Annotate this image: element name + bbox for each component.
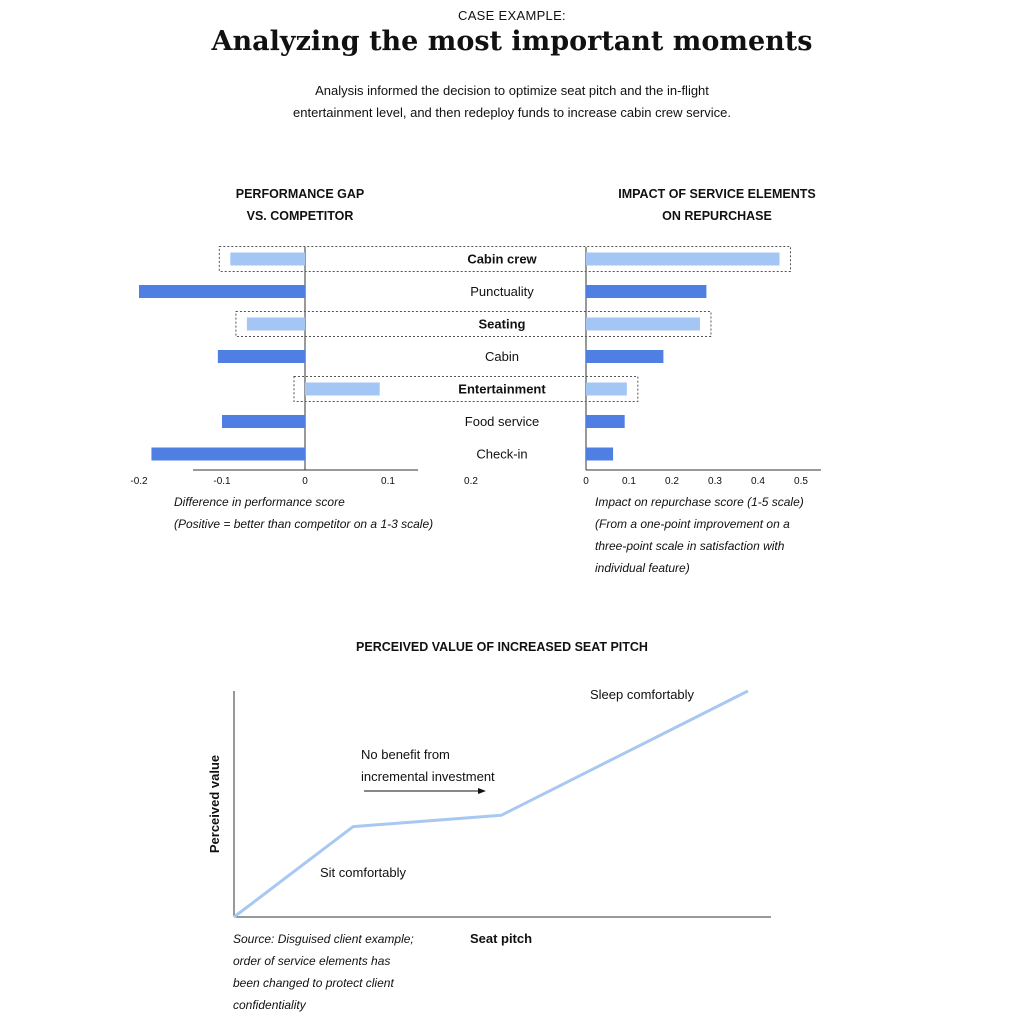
source-note-line: order of service elements has [233,954,391,968]
impact-axis-note-line: individual feature) [595,561,690,575]
line-x-axis-label: Seat pitch [469,931,533,946]
impact-bar [586,448,613,461]
eyebrow: CASE EXAMPLE: [458,8,566,23]
page-title: Analyzing the most important moments [211,26,813,57]
gap-bar [222,415,305,428]
impact-bar [586,383,627,396]
annotation-arrow-head [478,788,486,794]
category-label: Cabin crew [467,251,537,267]
impact-x-tick-label: 0.1 [622,476,636,487]
gap-bar [305,383,380,396]
impact-bar [586,285,706,298]
gap-chart-title-line: VS. COMPETITOR [246,209,354,223]
source-note-line: confidentiality [233,998,306,1012]
gap-x-tick-label: -0.1 [213,476,231,487]
gap-chart-title-line: PERFORMANCE GAP [235,187,365,201]
category-label: Food service [464,414,540,429]
impact-axis-note-line: (From a one-point improvement on a [595,517,790,531]
gap-bar [139,285,305,298]
gap-axis-note-line: Difference in performance score [174,495,345,509]
category-label: Cabin [485,349,519,364]
impact-bar [586,318,700,331]
subtitle-line-2: entertainment level, and then redeploy funds to increase cabin crew service. [293,105,731,120]
impact-chart-title-line: IMPACT OF SERVICE ELEMENTS [618,187,816,201]
gap-x-tick-label: -0.2 [130,476,148,487]
impact-x-tick-label: 0.5 [794,476,808,487]
gap-bar [151,448,305,461]
line-chart-title: PERCEIVED VALUE OF INCREASED SEAT PITCH [356,640,648,654]
impact-chart-title-line: ON REPURCHASE [662,209,772,223]
annotation-sleep-comfortably: Sleep comfortably [590,687,695,702]
source-note-line: been changed to protect client [233,976,394,990]
gap-axis-note-line: (Positive = better than competitor on a 1-3 scale) [174,517,434,531]
gap-x-tick-label: 0 [302,476,308,487]
gap-bar [230,253,305,266]
gap-bar [218,350,305,363]
impact-axis-note-line: Impact on repurchase score (1-5 scale) [595,495,804,509]
category-label: Seating [478,316,526,332]
category-label: Check-in [476,446,528,462]
category-label: Punctuality [470,284,534,299]
gap-x-tick-label: 0.1 [381,476,395,487]
annotation-no-benefit-line: No benefit from [361,747,450,762]
impact-x-tick-label: 0.3 [708,476,722,487]
line-y-axis-label: Perceived value [207,754,222,854]
perceived-value-line [234,691,748,917]
impact-bar [586,415,625,428]
category-label: Entertainment [458,381,546,397]
impact-x-tick-label: 0.4 [751,476,765,487]
impact-x-tick-label: 0 [583,476,589,487]
gap-x-tick-label: 0.2 [464,476,478,487]
impact-axis-note-line: three-point scale in satisfaction with [595,539,785,553]
subtitle-line-1: Analysis informed the decision to optimize seat pitch and the in-flight [315,83,709,98]
impact-x-tick-label: 0.2 [665,476,679,487]
impact-bar [586,350,663,363]
impact-bar [586,253,780,266]
gap-bar [247,318,305,331]
annotation-no-benefit-line: incremental investment [361,769,495,784]
annotation-sit-comfortably: Sit comfortably [320,865,406,880]
source-note-line: Source: Disguised client example; [233,932,414,946]
